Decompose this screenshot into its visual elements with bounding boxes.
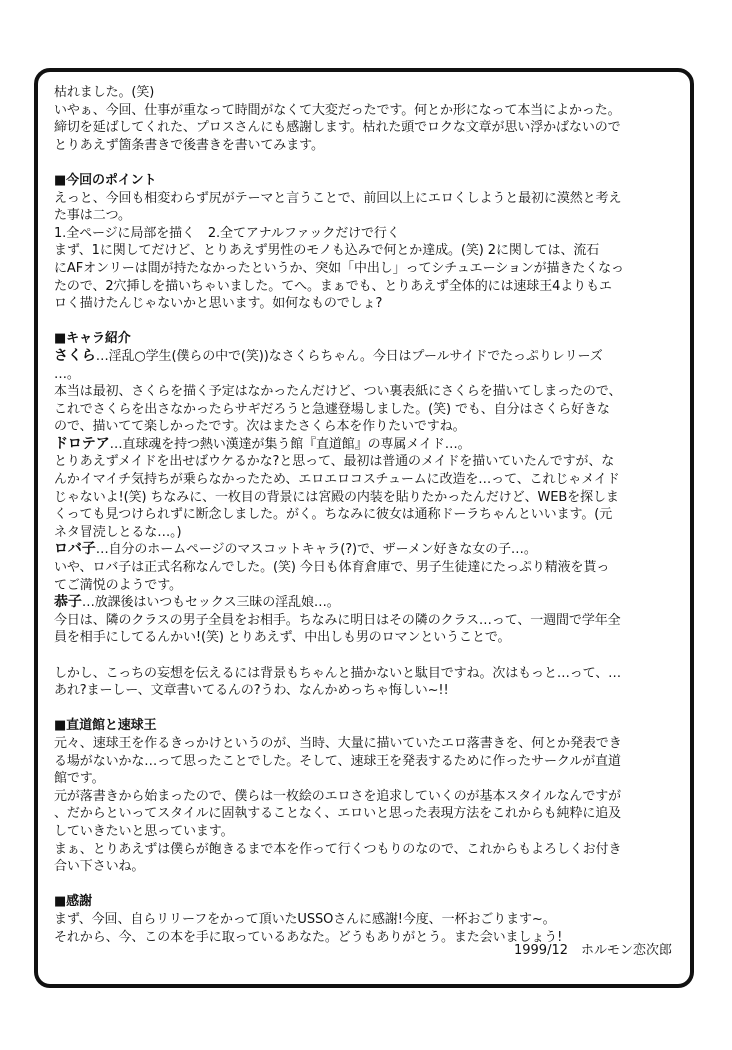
character-name-sakura: さくら: [54, 347, 96, 364]
signature: 1999/12 ホルモン恋次郎: [513, 943, 672, 958]
chokudo-line: 合い下さいね。: [54, 859, 145, 875]
character-name-dorothea: ドロテア: [54, 435, 110, 452]
chara-line: ので、描いてて楽しかったです。次はまたさくら本を作りたいですね。: [54, 419, 466, 435]
chokudo-line: していきたいと思っています。: [54, 823, 234, 839]
points-line: 1.全ページに局部を描く 2.全てアナルファックだけで行く: [54, 225, 400, 241]
spacer: [54, 700, 676, 718]
points-line: えっと、今回も相変わらず尻がテーマと言うことで、前回以上にエロくしようと最初に漠然と考え: [54, 190, 622, 206]
chara-line: とりあえずメイドを出せばウケるかな?と思って、最初は普通のメイドを描いていたんですが、な: [54, 454, 615, 470]
chara-line: [54, 541, 676, 559]
section-heading-thanks: ■感謝: [54, 894, 92, 910]
character-name-kyoko: 恭子: [54, 594, 82, 611]
chokudo-line: 館です。: [54, 771, 105, 787]
points-line: たので、2穴挿しを描いちゃいました。てへ。まぁでも、とりあえず全体的には速球王4よりもエ: [54, 278, 612, 294]
thanks-line: それから、今、この本を手に取っているあなた。どうもありがとう。また会いましょう!: [54, 929, 563, 945]
chara-line: じゃないよ!(笑) ちなみに、一枚目の背景には宮殿の内装を貼りたかったんだけど、WEBを探しま: [54, 489, 619, 505]
section-heading-chokudo: ■直道館と速球王: [54, 718, 157, 734]
chara-line: 今日は、隣のクラスの男子全員をお相手。ちなみに明日はその隣のクラス…って、一週間で学年全: [54, 612, 621, 628]
intro-line: とりあえず箇条書きで後書きを書いてみます。: [54, 137, 324, 153]
character-desc: …自分のホームページのマスコットキャラ(?)で、ザーメン好きな女の子…。: [95, 542, 537, 558]
chara-line: いや、ロバ子は正式名称なんでした。(笑) 今日も体育倉庫で、男子生徒達にたっぷり精液を貰っ: [54, 560, 610, 576]
chara-line: [54, 348, 676, 366]
character-desc: …淫乱○学生(僕らの中で(笑))なさくらちゃん。今日はプールサイドでたっぷりレリーズ: [95, 348, 603, 364]
points-line: ロく描けたんじゃないかと思います。如何なものでしょ?: [54, 296, 383, 312]
character-name-robako: ロバ子: [54, 541, 96, 558]
thanks-line: まず、今回、自らリリーフをかって頂いたUSSOさんに感謝!今度、一杯おごります~。: [54, 911, 556, 927]
chara-line: …。: [54, 366, 80, 382]
points-line: た事は二つ。: [54, 208, 131, 224]
intro-line: 枯れました。(笑): [54, 85, 155, 100]
chara-line: ネタ冒涜しとるな…。): [54, 524, 182, 540]
chokudo-line: る場がないかな…って思ったことでした。そして、速球王を発表するために作ったサークルが直道: [54, 753, 621, 769]
spacer: [54, 647, 676, 665]
character-desc: …直球魂を持つ熱い漢達が集う館『直道館』の専属メイド…。: [109, 436, 471, 452]
spacer: [54, 313, 676, 331]
section-heading-points: ■今回のポイント: [54, 172, 157, 188]
chara-line: くっても見つけられずに断念しました。がく。ちなみに彼女は通称ドーラちゃんといいます。(元: [54, 507, 613, 523]
chokudo-line: 元が落書きから始まったので、僕らは一枚絵のエロさを追求していくのが基本スタイルなんですが: [54, 788, 622, 804]
chara-line: んかイマイチ気持ちが乗らなかったため、エロエロコスチュームに改造を…って、これじゃメイド: [54, 472, 620, 488]
afterword-frame: [34, 68, 694, 988]
chokudo-line: 元々、速球王を作るきっかけというのが、当時、大量に描いていたエロ落書きを、何とか発表でき: [54, 735, 622, 751]
chara-line: 員を相手にしてるんかい!(笑) とりあえず、中出しも男のロマンということで。: [54, 630, 511, 646]
chara-line: てご満悦のようです。: [54, 577, 182, 593]
points-line: にAFオンリーは間が持たなかったというか、突如「中出し」ってシチュエーションが描きたくなっ: [54, 260, 624, 276]
chara-line: [54, 594, 676, 612]
intro-line: 締切を延ばしてくれた、プロスさんにも感謝します。枯れた頭でロクな文章が思い浮かばないので: [54, 120, 621, 136]
points-line: まず、1に関してだけど、とりあえず男性のモノも込みで何とか達成。(笑) 2に関しては、流石: [54, 243, 600, 259]
chara-line: しかし、こっちの妄想を伝えるには背景もちゃんと描かないと駄目ですね。次はもっと…って、…: [54, 665, 622, 681]
chokudo-line: まぁ、とりあえずは僕らが飽きるまで本を作って行くつもりのなので、これからもよろしくお付き: [54, 841, 622, 857]
spacer: [54, 154, 676, 172]
chara-line: これでさくらを出さなかったらサギだろうと急遽登場しました。(笑) でも、自分はさくら好きな: [54, 401, 610, 417]
section-heading-chara: ■キャラ紹介: [54, 331, 131, 347]
chara-line: 本当は最初、さくらを描く予定はなかったんだけど、つい裏表紙にさくらを描いてしまったので、: [54, 384, 622, 400]
chara-line: [54, 436, 676, 454]
chokudo-line: 、だからといってスタイルに固執することなく、エロいと思った表現方法をこれからも純粋に追及: [54, 806, 622, 822]
character-desc: …放課後はいつもセックス三昧の淫乱娘…。: [81, 595, 340, 611]
chara-line: あれ?まーしー、文章書いてるんの?うわ、なんかめっちゃ悔しい~!!: [54, 683, 449, 699]
intro-line: いやぁ、今回、仕事が重なって時間がなくて大変だったです。何とか形になって本当によかった。: [54, 102, 621, 118]
spacer: [54, 876, 676, 894]
